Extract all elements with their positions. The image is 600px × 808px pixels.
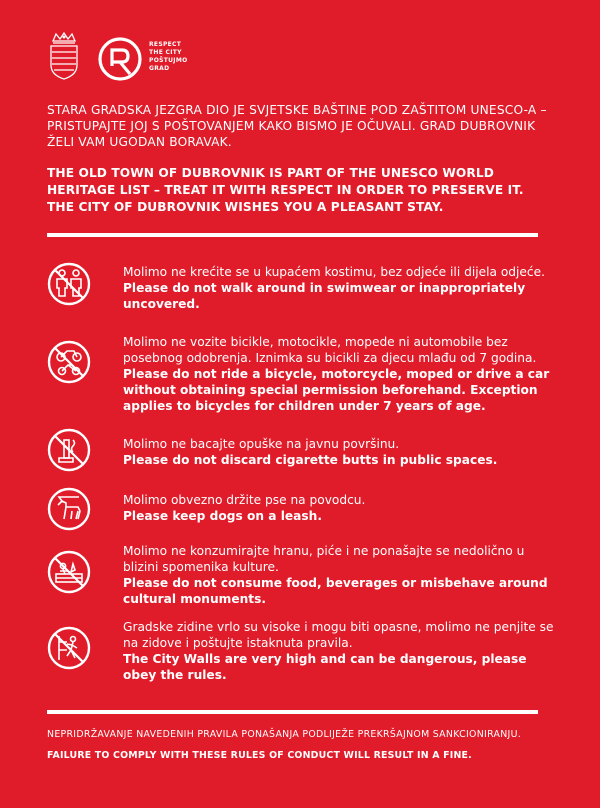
rule-croatian: Molimo ne bacajte opuške na javnu površinu. xyxy=(123,437,400,451)
intro-croatian: STARA GRADSKA JEZGRA DIO JE SVJETSKE BAŠTINE POD ZAŠTITOM UNESCO-A – PRISTUPAJTE JOJ S POŠTOVANJEM KAKO BISMO JE OČUVALI. GRAD DUBROVNIK ŽELI VAM UGODAN BORAVAK. xyxy=(47,103,547,149)
eating-icon xyxy=(47,550,91,594)
logo-line: THE CITY xyxy=(149,49,182,56)
rule-english: Please keep dogs on a leash. xyxy=(123,509,322,523)
intro-english: THE OLD TOWN OF DUBROVNIK IS PART OF THE UNESCO WORLD HERITAGE LIST – TREAT IT WITH RESPECT IN ORDER TO PRESERVE IT. THE CITY OF DUBROVNIK WISHES YOU A PLEASANT STAY. xyxy=(47,166,524,214)
logo-text xyxy=(149,41,188,73)
divider xyxy=(47,233,538,237)
cigarette-icon xyxy=(47,428,91,472)
rule-text xyxy=(123,619,557,683)
rule-english: The City Walls are very high and can be dangerous, please obey the rules. xyxy=(123,652,527,682)
rule-text xyxy=(123,543,557,607)
rule-text xyxy=(123,492,557,524)
rule-croatian: Molimo obvezno držite pse na povodcu. xyxy=(123,493,366,507)
rule-english: Please do not walk around in swimwear or inappropriately uncovered. xyxy=(123,281,526,311)
rule-english: Please do not consume food, beverages or misbehave around cultural monuments. xyxy=(123,576,548,606)
dog-leash-icon xyxy=(47,487,91,531)
rule-english: Please do not discard cigarette butts in public spaces. xyxy=(123,453,498,467)
respect-the-city-logo-icon xyxy=(97,36,143,82)
dubrovnik-crest-icon xyxy=(47,31,81,81)
footer-croatian: NEPRIDRŽAVANJE NAVEDENIH PRAVILA PONAŠANJA PODLIJEŽE PREKRŠAJNOM SANKCIONIRANJU. xyxy=(47,729,522,740)
rule-text xyxy=(123,334,557,414)
logo-line: POŠTUJMO xyxy=(149,57,188,64)
rule-english: Please do not ride a bicycle, motorcycle, moped or drive a car without obtaining special permission beforehand. Exception applies to bicycles for children under 7 years of age. xyxy=(123,367,550,413)
rule-croatian: Molimo ne krećite se u kupaćem kostimu, bez odjeće ili dijela odjeće. xyxy=(123,265,545,279)
rule-croatian: Gradske zidine vrlo su visoke i mogu biti opasne, molimo ne penjite se na zidove i poštujte istaknuta pravila. xyxy=(123,620,554,650)
rule-croatian: Molimo ne vozite bicikle, motocikle, mopede ni automobile bez posebnog odobrenja. Iznimka su bicikli za djecu mlađu od 7 godina. xyxy=(123,335,537,365)
climbing-walls-icon xyxy=(47,626,91,670)
swimwear-icon xyxy=(47,262,91,306)
divider xyxy=(47,710,538,714)
footer-english: FAILURE TO COMPLY WITH THESE RULES OF CONDUCT WILL RESULT IN A FINE. xyxy=(47,750,472,761)
rule-croatian: Molimo ne konzumirajte hranu, piće i ne ponašajte se nedolično u blizini spomenika kulture. xyxy=(123,544,525,574)
rule-text xyxy=(123,264,557,312)
logo-line: GRAD xyxy=(149,65,170,72)
rule-text xyxy=(123,436,557,468)
logo-line: RESPECT xyxy=(149,41,182,48)
header xyxy=(47,31,247,87)
vehicles-icon xyxy=(47,340,91,384)
